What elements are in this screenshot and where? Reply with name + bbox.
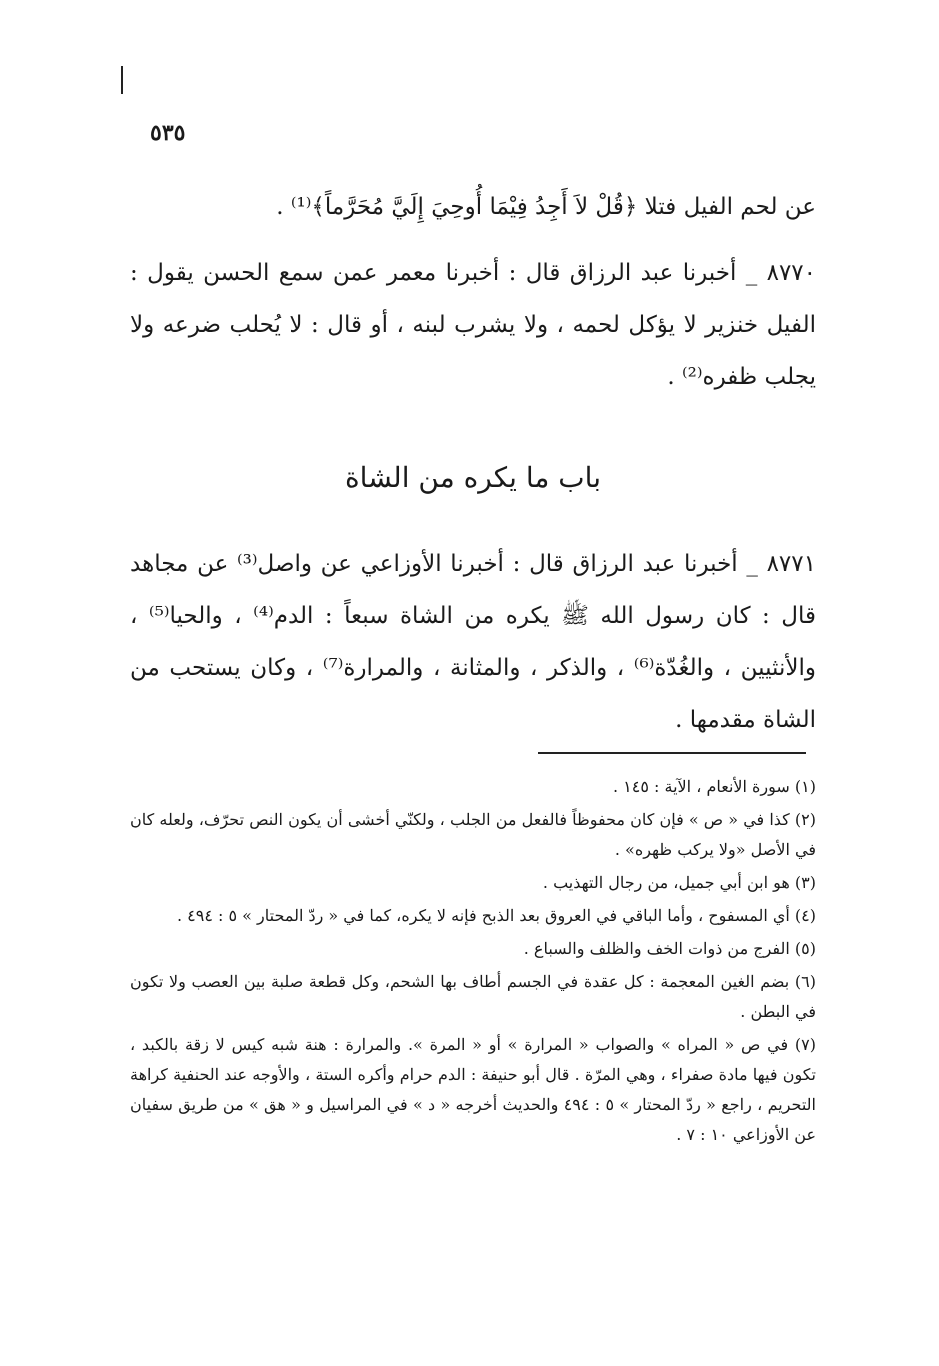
footnote-3: (٣) هو ابن أبي جميل، من رجال التهذيب . [542, 873, 816, 892]
paragraph-text: عن لحم الفيل فتلا ﴿قُلْ لاَ أَجِدُ فِيْمَا أُوحِيَ إِلَيَّ مُحَرَّماً﴾⁽¹⁾ . [276, 194, 816, 220]
footnote-5: (٥) الفرج من ذوات الخف والظلف والسباع . [523, 939, 816, 958]
footnote-6: (٦) بضم الغين المعجمة : كل عقدة في الجسم أطاف بها الشحم، وكل قطعة صلبة بين العصب ولا تكون في البطن . [130, 972, 816, 1021]
footnotes-section [130, 772, 816, 1153]
paragraph-text: ٨٧٧١ _ أخبرنا عبد الرزاق قال : أخبرنا الأوزاعي عن واصل⁽³⁾ عن مجاهد قال : كان رسول الله ﷺ يكره من الشاة سبعاً : الدم⁽⁴⁾ ، والحيا⁽⁵⁾ ، والأنثيين ، والغُدّة⁽⁶⁾ ، والذكر ، والمثانة ، والمرارة⁽⁷⁾ ، وكان يستحب من الشاة مقدمها . [130, 551, 816, 733]
footnote-separator [538, 752, 806, 754]
page-edge-mark [121, 66, 123, 94]
footnote-7: (٧) في ص « المراه » والصواب « المرارة » أو « المرة ». والمرارة : هنة شبه كيس لا زقة بالكبد ، تكون فيها مادة صفراء ، وهي المرّة . قال أبو حنيفة : الدم حرام وأكره الستة ، والأوجه عند الحنفية كراهة التحريم ، راجع « ردّ المحتار » ٥ : ٤٩٤ والحديث أخرجه « د » في المراسيل و « هق » من طريق سفيان عن الأوزاعي ١٠ : ٧ . [130, 1035, 817, 1144]
chapter-heading: باب ما يكره من الشاة [345, 461, 601, 494]
page-number: ٥٣٥ [150, 120, 186, 146]
hadith-paragraph [130, 538, 816, 746]
main-paragraph-2 [130, 247, 816, 403]
footnote-1: (١) سورة الأنعام ، الآية : ١٤٥ . [612, 777, 816, 796]
paragraph-text: ٨٧٧٠ _ أخبرنا عبد الرزاق قال : أخبرنا معمر عمن سمع الحسن يقول : الفيل خنزير لا يؤكل لحمه ، ولا يشرب لبنه ، أو قال : لا يُحلب ضرعه ولا يجلب ظفره⁽²⁾ . [130, 260, 817, 390]
footnote-2: (٢) كذا في « ص » فإن كان محفوظاً فالفعل من الجلب ، ولكنّي أخشى أن يكون النص تحرّف، ولعله كان في الأصل «ولا يركب ظهره» . [130, 810, 817, 859]
footnote-4: (٤) أي المسفوح ، وأما الباقي في العروق بعد الذبح فإنه لا يكره، كما في « ردّ المحتار » ٥ : ٤٩٤ . [176, 906, 816, 925]
main-paragraph-1 [130, 181, 816, 233]
